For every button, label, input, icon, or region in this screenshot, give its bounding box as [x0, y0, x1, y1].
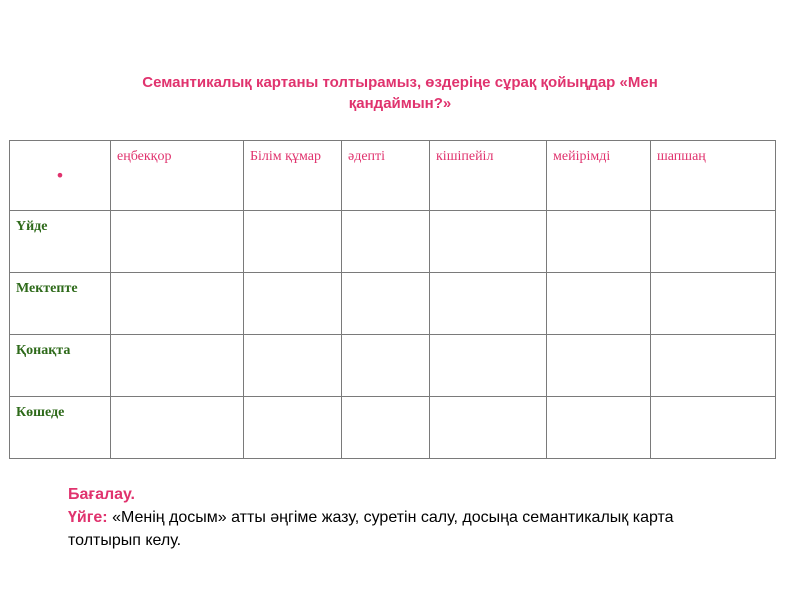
table-cell — [342, 335, 430, 397]
table-cell — [342, 273, 430, 335]
table-cell — [342, 211, 430, 273]
homework-description: «Менің досым» атты әңгіме жазу, суретін салу, досыңа семантикалық карта толтырып келу. — [68, 509, 674, 549]
table-cell — [430, 273, 547, 335]
table-row — [10, 397, 776, 459]
table-cell — [430, 211, 547, 273]
table-cell — [244, 397, 342, 459]
table-cell — [547, 397, 651, 459]
table-cell — [111, 211, 244, 273]
table-cell — [244, 211, 342, 273]
table-cell — [547, 273, 651, 335]
table-cell — [244, 273, 342, 335]
title-line-1: Семантикалық картаны толтырамыз, өздеріңе сұрақ қойыңдар «Мен — [142, 74, 658, 91]
assignment-block — [68, 483, 708, 552]
table-row — [10, 335, 776, 397]
table-cell — [651, 273, 776, 335]
table-cell — [244, 335, 342, 397]
table-cell — [430, 335, 547, 397]
page-title — [80, 72, 720, 114]
table-header-row — [10, 141, 776, 211]
row-header: Қонақта — [10, 335, 111, 397]
table-cell — [651, 397, 776, 459]
bullet-icon: • — [10, 141, 111, 211]
column-header: шапшаң — [651, 141, 776, 211]
column-header: кішіпейіл — [430, 141, 547, 211]
column-header: еңбекқор — [111, 141, 244, 211]
table-row — [10, 211, 776, 273]
table-cell — [111, 397, 244, 459]
row-header: Көшеде — [10, 397, 111, 459]
table-row — [10, 273, 776, 335]
title-line-2: қандаймын?» — [348, 95, 452, 112]
row-header: Үйде — [10, 211, 111, 273]
assessment-heading: Бағалау. — [68, 486, 135, 503]
table-cell — [547, 335, 651, 397]
table-cell — [651, 335, 776, 397]
semantic-map-table — [9, 140, 776, 459]
table-cell — [430, 397, 547, 459]
table-cell — [342, 397, 430, 459]
row-header: Мектепте — [10, 273, 111, 335]
table-cell — [111, 273, 244, 335]
column-header: мейірімді — [547, 141, 651, 211]
table-cell — [111, 335, 244, 397]
table-cell — [651, 211, 776, 273]
column-header: Білім құмар — [244, 141, 342, 211]
table-cell — [547, 211, 651, 273]
homework-label: Үйге: — [68, 509, 108, 526]
homework-text — [68, 506, 708, 552]
column-header: әдепті — [342, 141, 430, 211]
